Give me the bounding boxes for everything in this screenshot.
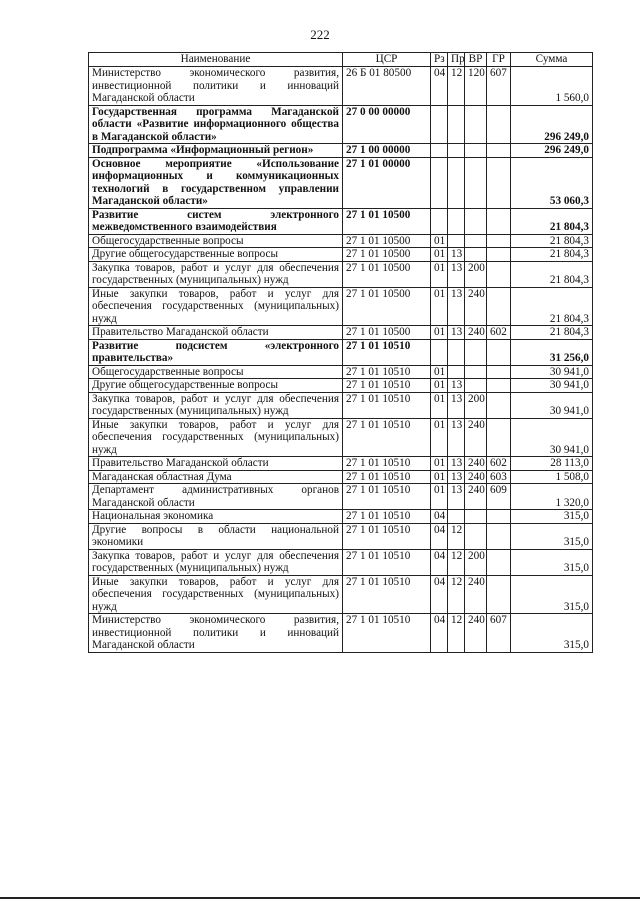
cell-rz: 04 [431, 575, 448, 614]
column-header-name: Наименование [89, 53, 343, 67]
cell-sum: 21 804,3 [511, 287, 593, 326]
cell-name: Иные закупки товаров, работ и услуг для обеспечения государственных (муниципальных) нужд [89, 287, 343, 326]
cell-sum: 315,0 [511, 549, 593, 575]
cell-pr [448, 157, 465, 208]
table-row [89, 510, 593, 524]
page-number: 222 [310, 27, 330, 42]
cell-rz: 01 [431, 418, 448, 457]
cell-csr: 27 1 01 10510 [343, 614, 431, 653]
cell-pr: 13 [448, 326, 465, 340]
cell-sum: 21 804,3 [511, 208, 593, 234]
cell-vr: 240 [465, 575, 487, 614]
budget-table [88, 52, 593, 653]
cell-csr: 27 1 01 10510 [343, 470, 431, 484]
cell-sum: 28 113,0 [511, 457, 593, 471]
table-row [89, 470, 593, 484]
cell-sum: 315,0 [511, 523, 593, 549]
cell-gr [487, 248, 511, 262]
cell-vr: 240 [465, 484, 487, 510]
cell-csr: 27 1 01 10500 [343, 248, 431, 262]
cell-rz: 01 [431, 287, 448, 326]
cell-rz [431, 339, 448, 365]
cell-name: Другие общегосударственные вопросы [89, 248, 343, 262]
cell-csr: 27 1 01 10510 [343, 484, 431, 510]
cell-gr [487, 418, 511, 457]
cell-name: Правительство Магаданской области [89, 457, 343, 471]
cell-name: Министерство экономического развития, инвестиционной политики и инноваций Магаданской области [89, 614, 343, 653]
cell-gr [487, 365, 511, 379]
cell-rz: 01 [431, 326, 448, 340]
table-row [89, 287, 593, 326]
cell-pr [448, 365, 465, 379]
cell-gr [487, 523, 511, 549]
cell-gr [487, 392, 511, 418]
cell-vr [465, 105, 487, 144]
cell-name: Департамент административных органов Магаданской области [89, 484, 343, 510]
cell-rz [431, 208, 448, 234]
cell-sum: 30 941,0 [511, 418, 593, 457]
table-body [89, 67, 593, 653]
cell-rz: 01 [431, 234, 448, 248]
table-row [89, 523, 593, 549]
cell-pr: 12 [448, 523, 465, 549]
cell-name: Национальная экономика [89, 510, 343, 524]
cell-vr [465, 144, 487, 158]
cell-csr: 27 1 01 10500 [343, 287, 431, 326]
cell-pr: 13 [448, 392, 465, 418]
cell-gr: 609 [487, 484, 511, 510]
cell-vr: 240 [465, 614, 487, 653]
cell-sum: 31 256,0 [511, 339, 593, 365]
cell-sum: 30 941,0 [511, 365, 593, 379]
cell-csr: 27 1 01 10510 [343, 549, 431, 575]
cell-csr: 27 1 01 10510 [343, 392, 431, 418]
cell-name: Закупка товаров, работ и услуг для обеспечения государственных (муниципальных) нужд [89, 261, 343, 287]
cell-vr: 200 [465, 392, 487, 418]
cell-csr: 27 1 01 10510 [343, 418, 431, 457]
cell-gr [487, 575, 511, 614]
column-header-pr: Пр [448, 53, 465, 67]
cell-rz [431, 157, 448, 208]
cell-name: Государственная программа Магаданской области «Развитие информационного общества в Магаданской области» [89, 105, 343, 144]
cell-sum: 1 560,0 [511, 67, 593, 106]
cell-rz: 01 [431, 261, 448, 287]
table-header-row [89, 53, 593, 67]
cell-rz: 01 [431, 392, 448, 418]
cell-gr [487, 105, 511, 144]
cell-sum: 296 249,0 [511, 105, 593, 144]
page-bottom-rule [0, 897, 640, 899]
cell-vr [465, 208, 487, 234]
cell-name: Другие вопросы в области национальной экономики [89, 523, 343, 549]
cell-csr: 26 Б 01 80500 [343, 67, 431, 106]
cell-gr: 603 [487, 470, 511, 484]
cell-name: Иные закупки товаров, работ и услуг для обеспечения государственных (муниципальных) нужд [89, 575, 343, 614]
cell-vr: 120 [465, 67, 487, 106]
cell-name: Основное мероприятие «Использование информационных и коммуникационных технологий в государственном управлении Магаданской области» [89, 157, 343, 208]
cell-name: Другие общегосударственные вопросы [89, 379, 343, 393]
cell-name: Общегосударственные вопросы [89, 234, 343, 248]
cell-csr: 27 1 01 10500 [343, 208, 431, 234]
cell-sum: 296 249,0 [511, 144, 593, 158]
cell-gr [487, 549, 511, 575]
cell-csr: 27 1 01 10510 [343, 339, 431, 365]
table-row [89, 575, 593, 614]
cell-vr [465, 523, 487, 549]
table-row [89, 261, 593, 287]
cell-rz: 01 [431, 484, 448, 510]
cell-csr: 27 1 01 10510 [343, 575, 431, 614]
cell-gr [487, 144, 511, 158]
cell-name: Закупка товаров, работ и услуг для обеспечения государственных (муниципальных) нужд [89, 392, 343, 418]
cell-rz: 01 [431, 470, 448, 484]
cell-rz: 01 [431, 365, 448, 379]
table-row [89, 365, 593, 379]
cell-vr [465, 234, 487, 248]
cell-csr: 27 1 01 10510 [343, 457, 431, 471]
table-row [89, 248, 593, 262]
cell-pr: 13 [448, 261, 465, 287]
cell-pr: 12 [448, 67, 465, 106]
table-row [89, 379, 593, 393]
table-row [89, 549, 593, 575]
cell-gr [487, 339, 511, 365]
cell-sum: 30 941,0 [511, 392, 593, 418]
cell-vr: 240 [465, 457, 487, 471]
cell-vr: 240 [465, 470, 487, 484]
table-row [89, 208, 593, 234]
column-header-vr: ВР [465, 53, 487, 67]
cell-name: Развитие подсистем «электронного правительства» [89, 339, 343, 365]
cell-vr: 200 [465, 261, 487, 287]
cell-gr [487, 261, 511, 287]
cell-gr: 602 [487, 326, 511, 340]
cell-pr: 13 [448, 379, 465, 393]
cell-csr: 27 1 01 00000 [343, 157, 431, 208]
cell-sum: 21 804,3 [511, 261, 593, 287]
cell-pr: 13 [448, 484, 465, 510]
cell-gr: 607 [487, 67, 511, 106]
cell-pr [448, 105, 465, 144]
column-header-gr: ГР [487, 53, 511, 67]
cell-vr: 240 [465, 326, 487, 340]
cell-sum: 30 941,0 [511, 379, 593, 393]
table-row [89, 457, 593, 471]
cell-name: Закупка товаров, работ и услуг для обеспечения государственных (муниципальных) нужд [89, 549, 343, 575]
cell-gr: 602 [487, 457, 511, 471]
cell-pr [448, 339, 465, 365]
cell-vr [465, 379, 487, 393]
cell-sum: 315,0 [511, 510, 593, 524]
column-header-sum: Сумма [511, 53, 593, 67]
cell-vr: 240 [465, 287, 487, 326]
cell-sum: 315,0 [511, 575, 593, 614]
column-header-rz: Рз [431, 53, 448, 67]
cell-sum: 1 508,0 [511, 470, 593, 484]
cell-rz [431, 105, 448, 144]
cell-vr [465, 339, 487, 365]
table-row [89, 339, 593, 365]
cell-csr: 27 1 01 10500 [343, 234, 431, 248]
cell-name: Подпрограмма «Информационный регион» [89, 144, 343, 158]
table-row [89, 614, 593, 653]
cell-pr: 13 [448, 418, 465, 457]
cell-rz: 01 [431, 248, 448, 262]
cell-pr: 12 [448, 614, 465, 653]
cell-sum: 21 804,3 [511, 326, 593, 340]
cell-csr: 27 1 01 10500 [343, 326, 431, 340]
cell-rz: 04 [431, 523, 448, 549]
cell-pr [448, 208, 465, 234]
column-header-csr: ЦСР [343, 53, 431, 67]
cell-rz: 04 [431, 549, 448, 575]
table-row [89, 105, 593, 144]
cell-rz: 01 [431, 457, 448, 471]
cell-csr: 27 1 00 00000 [343, 144, 431, 158]
table-row [89, 67, 593, 106]
cell-vr: 200 [465, 549, 487, 575]
cell-name: Правительство Магаданской области [89, 326, 343, 340]
cell-gr [487, 234, 511, 248]
cell-name: Иные закупки товаров, работ и услуг для обеспечения государственных (муниципальных) нужд [89, 418, 343, 457]
cell-csr: 27 0 00 00000 [343, 105, 431, 144]
table-row [89, 234, 593, 248]
cell-name: Общегосударственные вопросы [89, 365, 343, 379]
cell-gr [487, 287, 511, 326]
cell-csr: 27 1 01 10510 [343, 379, 431, 393]
table-row [89, 144, 593, 158]
cell-pr: 12 [448, 575, 465, 614]
cell-vr: 240 [465, 418, 487, 457]
cell-pr: 13 [448, 470, 465, 484]
cell-sum: 315,0 [511, 614, 593, 653]
cell-sum: 53 060,3 [511, 157, 593, 208]
cell-vr [465, 157, 487, 208]
cell-rz: 04 [431, 67, 448, 106]
cell-rz: 01 [431, 379, 448, 393]
cell-pr: 13 [448, 248, 465, 262]
cell-gr [487, 157, 511, 208]
cell-rz [431, 144, 448, 158]
table-row [89, 418, 593, 457]
cell-sum: 21 804,3 [511, 234, 593, 248]
cell-csr: 27 1 01 10510 [343, 510, 431, 524]
cell-gr [487, 379, 511, 393]
cell-pr [448, 234, 465, 248]
cell-pr: 13 [448, 457, 465, 471]
cell-vr [465, 510, 487, 524]
cell-pr [448, 144, 465, 158]
cell-rz: 04 [431, 510, 448, 524]
cell-name: Развитие систем электронного межведомственного взаимодействия [89, 208, 343, 234]
table-row [89, 157, 593, 208]
cell-vr [465, 365, 487, 379]
cell-csr: 27 1 01 10510 [343, 523, 431, 549]
cell-gr: 607 [487, 614, 511, 653]
cell-sum: 1 320,0 [511, 484, 593, 510]
cell-gr [487, 208, 511, 234]
table-row [89, 392, 593, 418]
cell-sum: 21 804,3 [511, 248, 593, 262]
cell-pr [448, 510, 465, 524]
cell-vr [465, 248, 487, 262]
cell-csr: 27 1 01 10500 [343, 261, 431, 287]
table-row [89, 326, 593, 340]
cell-name: Министерство экономического развития, инвестиционной политики и инноваций Магаданской области [89, 67, 343, 106]
cell-csr: 27 1 01 10510 [343, 365, 431, 379]
cell-pr: 13 [448, 287, 465, 326]
cell-rz: 04 [431, 614, 448, 653]
cell-name: Магаданская областная Дума [89, 470, 343, 484]
cell-gr [487, 510, 511, 524]
cell-pr: 12 [448, 549, 465, 575]
table-row [89, 484, 593, 510]
